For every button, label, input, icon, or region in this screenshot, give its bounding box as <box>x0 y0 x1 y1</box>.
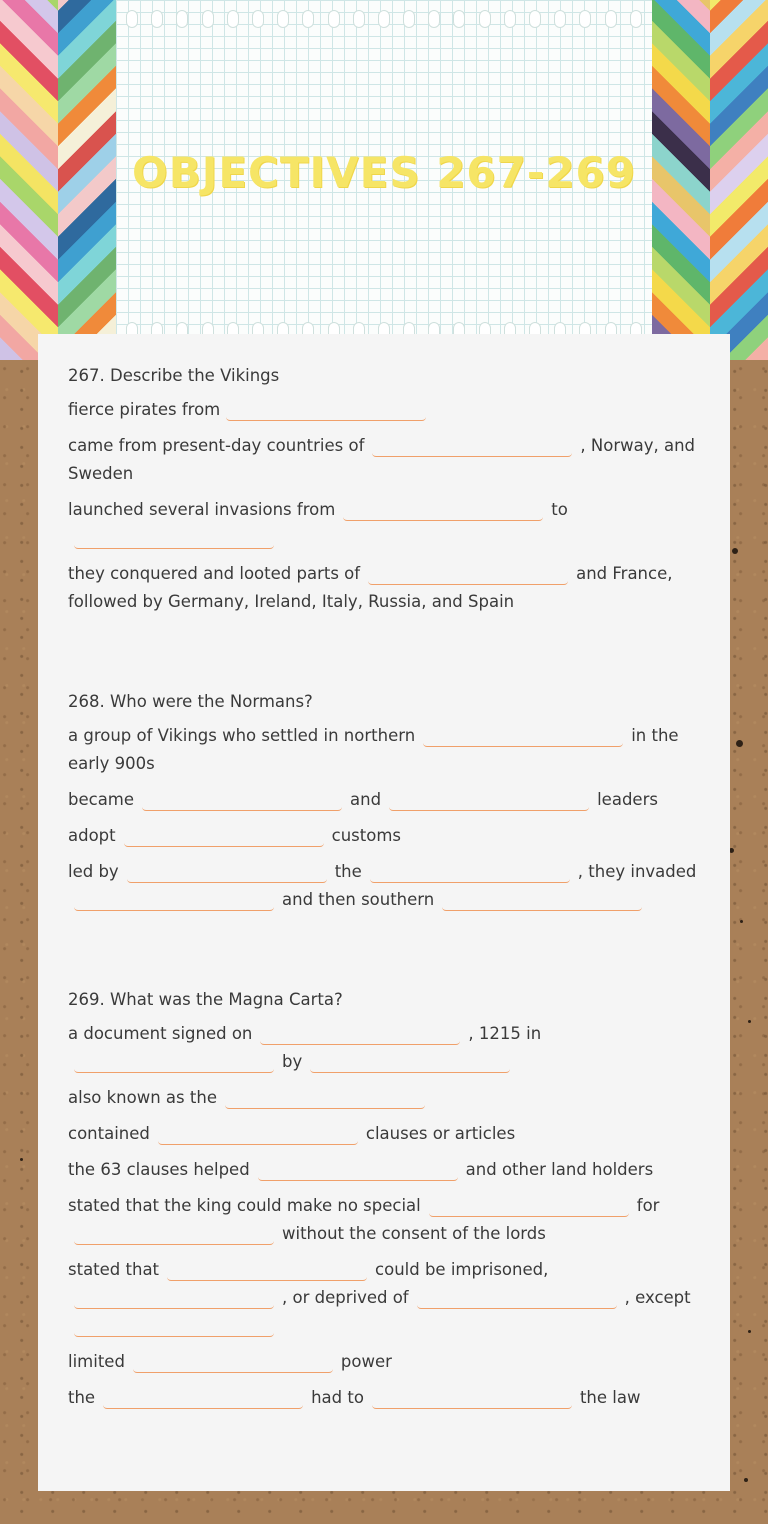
list-item: contained clauses or articles <box>68 1124 516 1143</box>
answer-blank[interactable] <box>417 1288 617 1309</box>
answer-blank[interactable] <box>142 790 342 811</box>
answer-blank[interactable] <box>133 1352 333 1373</box>
list-item: led by the , they invaded and then southern <box>68 862 697 909</box>
list-item: the 63 clauses helped and other land holders <box>68 1160 654 1179</box>
answer-blank[interactable] <box>167 1260 367 1281</box>
list-item: adopt customs <box>68 826 401 845</box>
answer-blank[interactable] <box>74 1288 274 1309</box>
answer-blank[interactable] <box>442 890 642 911</box>
answer-blank[interactable] <box>74 1316 274 1337</box>
worksheet-card <box>38 334 730 1491</box>
question-268: 268. Who were the Normans? <box>68 692 313 711</box>
answer-blank[interactable] <box>368 564 568 585</box>
answer-blank[interactable] <box>74 1224 274 1245</box>
chevron-pattern-right <box>652 0 768 360</box>
answer-blank[interactable] <box>429 1196 629 1217</box>
answer-blank[interactable] <box>226 400 426 421</box>
list-item: the had to the law <box>68 1388 641 1407</box>
answer-blank[interactable] <box>343 500 543 521</box>
list-item: became and leaders <box>68 790 658 809</box>
answer-blank[interactable] <box>370 862 570 883</box>
question-267: 267. Describe the Vikings <box>68 366 280 385</box>
binder-holes-top <box>126 10 642 28</box>
question-269: 269. What was the Magna Carta? <box>68 990 343 1009</box>
answer-blank[interactable] <box>127 862 327 883</box>
list-item: they conquered and looted parts of and France, followed by Germany, Ireland, Italy, Russia, and Spain <box>68 564 673 611</box>
answer-blank[interactable] <box>389 790 589 811</box>
list-item: fierce pirates from <box>68 396 702 424</box>
list-item: also known as the <box>68 1084 702 1112</box>
list-item: came from present-day countries of , Norway, and Sweden <box>68 436 696 483</box>
answer-blank[interactable] <box>103 1388 303 1409</box>
chevron-pattern-left <box>0 0 116 360</box>
answer-blank[interactable] <box>225 1088 425 1109</box>
list-item: limited power <box>68 1352 392 1371</box>
answer-blank[interactable] <box>423 726 623 747</box>
page-title: OBJECTIVES 267-269 <box>132 148 636 197</box>
answer-blank[interactable] <box>372 436 572 457</box>
answer-blank[interactable] <box>310 1052 510 1073</box>
answer-blank[interactable] <box>74 528 274 549</box>
answer-blank[interactable] <box>258 1160 458 1181</box>
answer-blank[interactable] <box>260 1024 460 1045</box>
answer-blank[interactable] <box>124 826 324 847</box>
list-item: stated that could be imprisoned, , or deprived of , except <box>68 1256 702 1340</box>
answer-blank[interactable] <box>74 1052 274 1073</box>
list-item: stated that the king could make no special for without the consent of the lords <box>68 1196 660 1243</box>
answer-blank[interactable] <box>372 1388 572 1409</box>
list-item: launched several invasions from to <box>68 496 702 552</box>
answer-blank[interactable] <box>158 1124 358 1145</box>
list-item: a document signed on , 1215 in by <box>68 1024 542 1071</box>
list-item: a group of Vikings who settled in northern in the early 900s <box>68 726 679 773</box>
answer-blank[interactable] <box>74 890 274 911</box>
